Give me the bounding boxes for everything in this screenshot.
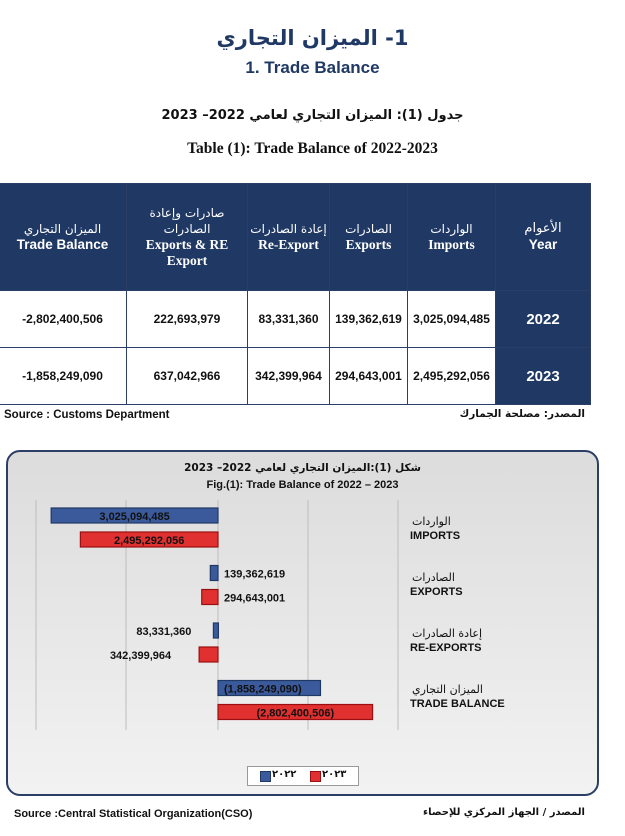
cell-imports: 2,495,292,056 [408, 348, 496, 405]
header-re-export: إعادة الصادرات Re-Export [248, 184, 330, 291]
cell-re-export: 83,331,360 [248, 291, 330, 348]
cell-trade-balance: -1,858,249,090 [0, 348, 127, 405]
bar-٢٠٢٢-re-exports [213, 623, 218, 638]
data-label: (2,802,400,506) [256, 707, 335, 720]
bar-٢٠٢٢-exports [210, 566, 218, 581]
data-label: 83,331,360 [136, 626, 192, 638]
cell-exports-re-export: 637,042,966 [127, 348, 248, 405]
bar-٢٠٢٣-exports [202, 590, 218, 605]
data-label: 139,362,619 [224, 568, 286, 581]
data-label: (1,858,249,090) [224, 683, 302, 696]
section-heading-arabic: 1- الميزان التجاري [216, 26, 409, 50]
table-header-row [0, 184, 591, 291]
header-year: الأعوام Year [496, 184, 591, 291]
category-label-imports: الواردات IMPORTS [410, 515, 461, 542]
legend-label-2022: ٢٠٢٢ [272, 769, 297, 780]
header-exports-re-export: صادرات وإعادة الصادرات Exports & RE Export [127, 184, 248, 291]
table-title-english: Table (1): Trade Balance of 2022-2023 [187, 140, 438, 157]
cell-exports: 139,362,619 [330, 291, 408, 348]
cell-year: 2022 [496, 291, 591, 348]
data-label: 2,495,292,056 [114, 535, 185, 547]
table-source-arabic: المصدر: مصلحة الجمارك [459, 408, 585, 420]
chart-subtitle: Fig.(1): Trade Balance of 2022 – 2023 [206, 479, 399, 491]
table-title-arabic: جدول (1): الميزان التجاري لعامي 2022– 2023 [161, 108, 464, 123]
trade-balance-chart [6, 450, 599, 796]
cell-exports-re-export: 222,693,979 [127, 291, 248, 348]
data-label: 3,025,094,485 [99, 511, 170, 523]
chart-legend [247, 766, 359, 786]
header-exports: الصادرات Exports [330, 184, 408, 291]
legend-swatch-2023 [310, 771, 321, 782]
category-label-exports: الصادرات EXPORTS [410, 571, 463, 598]
table-row [0, 348, 591, 405]
cell-imports: 3,025,094,485 [408, 291, 496, 348]
table-source-english: Source : Customs Department [4, 409, 170, 421]
legend-label-2023: ٢٠٢٣ [322, 769, 347, 780]
cell-exports: 294,643,001 [330, 348, 408, 405]
chart-title: شكل (1):الميزان التجاري لعامي 2022– 2023 [184, 462, 421, 474]
legend-swatch-2022 [260, 771, 271, 782]
category-label-re-exports: إعادة الصادرات RE-EXPORTS [410, 627, 483, 654]
cell-year: 2023 [496, 348, 591, 405]
cell-trade-balance: -2,802,400,506 [0, 291, 127, 348]
category-label-trade-balance: الميزان التجاري TRADE BALANCE [410, 683, 505, 710]
section-heading-english: 1. Trade Balance [245, 58, 380, 77]
header-trade-balance: الميزان التجاري Trade Balance [0, 184, 127, 291]
chart-source-arabic: المصدر / الجهاز المركزي للإحصاء [423, 807, 585, 818]
trade-balance-table [0, 183, 591, 405]
chart-source-english: Source :Central Statistical Organization(CSO) [14, 808, 253, 820]
table-row [0, 291, 591, 348]
data-label: 342,399,964 [109, 650, 172, 662]
header-imports: الواردات Imports [408, 184, 496, 291]
data-label: 294,643,001 [224, 592, 286, 605]
bar-٢٠٢٣-re-exports [199, 647, 218, 662]
chart-plot [8, 452, 597, 794]
cell-re-export: 342,399,964 [248, 348, 330, 405]
